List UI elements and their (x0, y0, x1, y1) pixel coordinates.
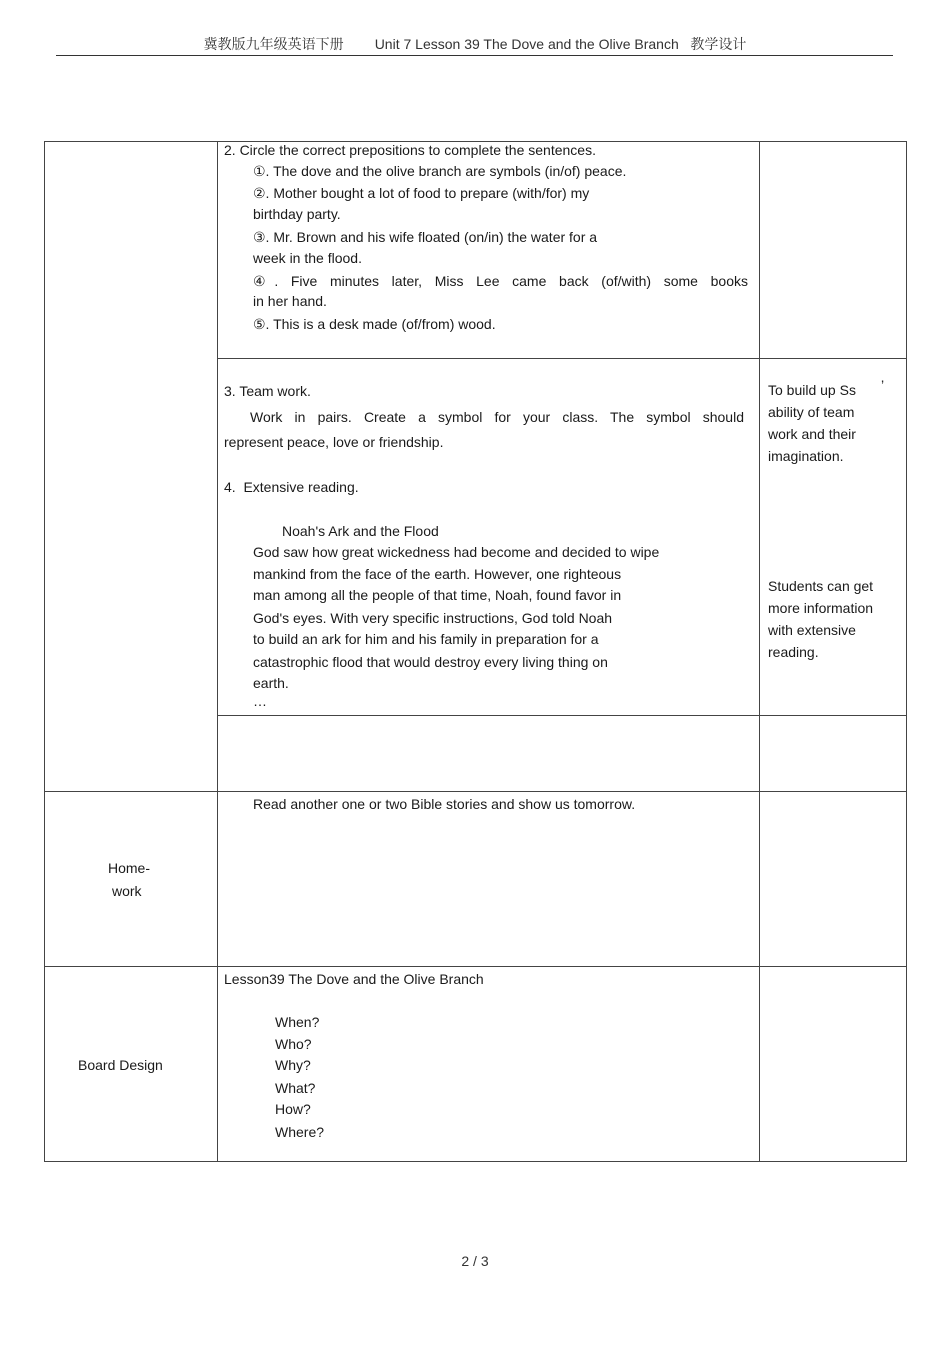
board-design-label: Board Design (78, 1057, 163, 1073)
story-line: catastrophic flood that would destroy every living thing on (253, 654, 608, 670)
story-ellipsis: … (253, 693, 267, 709)
board-question: When? (275, 1014, 320, 1030)
story-line: mankind from the face of the earth. However, one righteous (253, 566, 622, 582)
exercise-2-item: ③. Mr. Brown and his wife floated (on/in) the water for a (253, 229, 598, 245)
board-question: What? (275, 1080, 316, 1096)
table-row-divider-3 (44, 791, 907, 792)
table-border-right (906, 141, 907, 1162)
story-line: God saw how great wickedness had become and decided to wipe (253, 544, 660, 560)
purpose-reading-line: Students can get (768, 578, 874, 594)
board-question: Who? (275, 1036, 312, 1052)
page-header: 冀教版九年级英语下册 Unit 7 Lesson 39 The Dove and the Olive Branch 教学设计 (203, 36, 747, 52)
exercise-2-item: in her hand. (253, 293, 327, 309)
exercise-3-text: Work in pairs. Create a symbol for your class. The symbol should (250, 409, 744, 425)
story-title: Noah's Ark and the Flood (282, 523, 439, 539)
exercise-2-item: ⑤. This is a desk made (of/from) wood. (253, 316, 496, 332)
exercise-2-item: birthday party. (253, 206, 341, 222)
purpose-team-line: imagination. (768, 448, 844, 464)
board-question: Why? (275, 1057, 311, 1073)
purpose-reading-line: reading. (768, 644, 819, 660)
story-line: man among all the people of that time, Noah, found favor in (253, 587, 622, 603)
homework-label: work (112, 883, 142, 899)
story-line: God's eyes. With very specific instructions, God told Noah (253, 610, 613, 626)
story-line: to build an ark for him and his family in preparation for a (253, 631, 599, 647)
table-border-bottom (44, 1161, 907, 1162)
purpose-team-mark: ’ (881, 377, 885, 393)
exercise-2-item: ①. The dove and the olive branch are symbols (in/of) peace. (253, 163, 627, 179)
purpose-team-line: To build up Ss (768, 382, 856, 398)
table-row-divider-1 (217, 358, 907, 359)
exercise-2-title: 2. Circle the correct prepositions to complete the sentences. (224, 142, 596, 158)
homework-label: Home- (108, 860, 151, 876)
homework-text: Read another one or two Bible stories and show us tomorrow. (253, 796, 636, 812)
exercise-3-text: represent peace, love or friendship. (224, 434, 444, 450)
purpose-reading-line: with extensive (768, 622, 856, 638)
purpose-team-line: work and their (768, 426, 856, 442)
table-col-divider-1 (217, 141, 218, 1162)
exercise-3-title: 3. Team work. (224, 383, 311, 399)
purpose-team-line: ability of team (768, 404, 855, 420)
table-row-divider-4 (44, 966, 907, 967)
header-rule (56, 55, 893, 56)
exercise-2-item: ②. Mother bought a lot of food to prepare (with/for) my (253, 185, 590, 201)
table-col-divider-2 (759, 141, 760, 1162)
page-number: 2 / 3 (461, 1253, 489, 1269)
board-title: Lesson39 The Dove and the Olive Branch (224, 971, 484, 987)
board-question: How? (275, 1101, 311, 1117)
purpose-reading-line: more information (768, 600, 874, 616)
exercise-4-title: 4. Extensive reading. (224, 479, 359, 495)
table-border-left (44, 141, 45, 1162)
board-question: Where? (275, 1124, 325, 1140)
exercise-2-item: ④. Five minutes later, Miss Lee came back (of/with) some books (253, 273, 748, 289)
exercise-2-item: week in the flood. (253, 250, 362, 266)
table-row-divider-2 (217, 715, 907, 716)
story-line: earth. (253, 675, 289, 691)
